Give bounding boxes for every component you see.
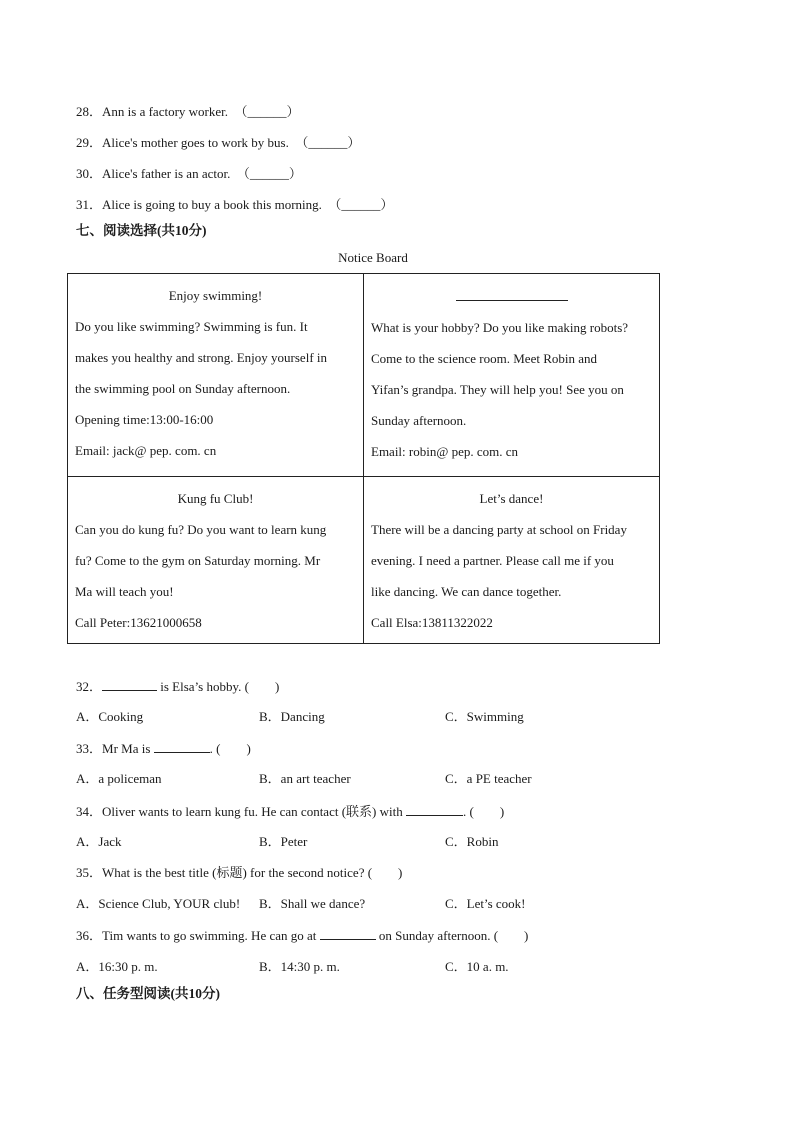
notice-line: Can you do kung fu? Do you want to learn kung <box>75 522 327 537</box>
option-c-34[interactable]: C．Robin <box>445 834 499 849</box>
notice-line: Come to the science room. Meet Robin and <box>371 351 598 366</box>
option-a-32[interactable]: A．Cooking <box>76 709 144 724</box>
item-number: 30． <box>76 166 103 181</box>
question-text: Tim wants to go swimming. He can go at <box>102 928 320 943</box>
fill-blank[interactable] <box>154 740 210 753</box>
question-text: . ( ) <box>462 804 505 819</box>
answer-blank[interactable]: （______） <box>328 197 394 212</box>
answer-blank[interactable]: （______） <box>234 104 300 119</box>
notice-line: makes you healthy and strong. Enjoy yourself in <box>75 350 328 365</box>
notice-line: Ma will teach you! <box>75 584 174 599</box>
option-b-35[interactable]: B．Shall we dance? <box>259 896 366 911</box>
notice-line: Sunday afternoon. <box>371 413 467 428</box>
notice-line: Call Elsa:13811322022 <box>371 615 493 630</box>
item-text: Ann is a factory worker. <box>102 104 229 119</box>
answer-blank[interactable]: （______） <box>236 166 302 181</box>
notice-line: like dancing. We can dance together. <box>371 584 562 599</box>
notice-line: Yifan’s grandpa. They will help you! See you on <box>371 382 624 397</box>
notice-line: What is your hobby? Do you like making robots? <box>371 320 629 335</box>
question-number: 33． <box>76 741 103 756</box>
notice-title-blank[interactable] <box>371 280 652 312</box>
notice-line: Do you like swimming? Swimming is fun. It <box>75 319 308 334</box>
question-33 <box>76 740 251 757</box>
notice-line: There will be a dancing party at school on Friday <box>371 522 627 537</box>
section-heading-8: 八、任务型阅读(共10分) <box>76 986 220 1001</box>
notice-robots <box>364 274 660 477</box>
notice-title: Enjoy swimming! <box>168 288 263 303</box>
option-b-32[interactable]: B．Dancing <box>259 709 325 724</box>
question-text: is Elsa’s hobby. ( ) <box>157 679 280 694</box>
question-34 <box>76 803 504 820</box>
fill-blank[interactable] <box>102 678 157 691</box>
notice-line: evening. I need a partner. Please call me if you <box>371 553 614 568</box>
item-number: 31． <box>76 197 103 212</box>
option-b-34[interactable]: B．Peter <box>259 834 308 849</box>
item-number: 28． <box>76 104 103 119</box>
item-text: Alice's father is an actor. <box>102 166 231 181</box>
notice-title: Let’s dance! <box>479 491 544 506</box>
item-text: Alice is going to buy a book this morning. <box>102 197 322 212</box>
question-text: Oliver wants to learn kung fu. He can contact (联系) with <box>102 804 406 819</box>
question-text: What is the best title (标题) for the second notice? ( ) <box>102 865 403 880</box>
question-32 <box>76 678 279 695</box>
option-a-34[interactable]: A．Jack <box>76 834 122 849</box>
notice-kungfu <box>68 477 364 644</box>
item-number: 29． <box>76 135 103 150</box>
question-text: Mr Ma is <box>102 741 154 756</box>
tf-item-28 <box>76 104 300 120</box>
tf-item-30 <box>76 166 302 182</box>
answer-blank[interactable]: （______） <box>295 135 361 150</box>
option-c-32[interactable]: C．Swimming <box>445 709 524 724</box>
notice-line: Call Peter:13621000658 <box>75 615 202 630</box>
option-a-35[interactable]: A．Science Club, YOUR club! <box>76 896 241 911</box>
question-36 <box>76 927 528 944</box>
notice-dance <box>364 477 660 644</box>
notice-board-title: Notice Board <box>338 250 408 265</box>
question-text: . ( ) <box>209 741 251 756</box>
option-a-33[interactable]: A．a policeman <box>76 771 162 786</box>
section-heading-7: 七、阅读选择(共10分) <box>76 223 207 238</box>
item-text: Alice's mother goes to work by bus. <box>102 135 289 150</box>
option-b-36[interactable]: B．14:30 p. m. <box>259 959 340 974</box>
notice-title: Kung fu Club! <box>177 491 254 506</box>
notice-line: Email: jack@ pep. com. cn <box>75 443 217 458</box>
notice-line: the swimming pool on Sunday afternoon. <box>75 381 291 396</box>
fill-blank[interactable] <box>320 927 376 940</box>
tf-item-31 <box>76 197 393 213</box>
question-number: 34． <box>76 804 103 819</box>
fill-blank[interactable] <box>406 803 463 816</box>
question-35 <box>76 865 402 881</box>
question-number: 32． <box>76 679 103 694</box>
notice-line: Opening time:13:00-16:00 <box>75 412 214 427</box>
notice-line: fu? Come to the gym on Saturday morning. Mr <box>75 553 321 568</box>
option-c-35[interactable]: C．Let’s cook! <box>445 896 526 911</box>
option-a-36[interactable]: A．16:30 p. m. <box>76 959 158 974</box>
question-text: on Sunday afternoon. ( ) <box>375 928 529 943</box>
notice-board <box>67 273 660 644</box>
option-c-36[interactable]: C．10 a. m. <box>445 959 509 974</box>
notice-swimming <box>68 274 364 477</box>
option-c-33[interactable]: C．a PE teacher <box>445 771 532 786</box>
tf-item-29 <box>76 135 360 151</box>
notice-line: Email: robin@ pep. com. cn <box>371 444 518 459</box>
question-number: 35． <box>76 865 103 880</box>
question-number: 36． <box>76 928 103 943</box>
option-b-33[interactable]: B．an art teacher <box>259 771 351 786</box>
